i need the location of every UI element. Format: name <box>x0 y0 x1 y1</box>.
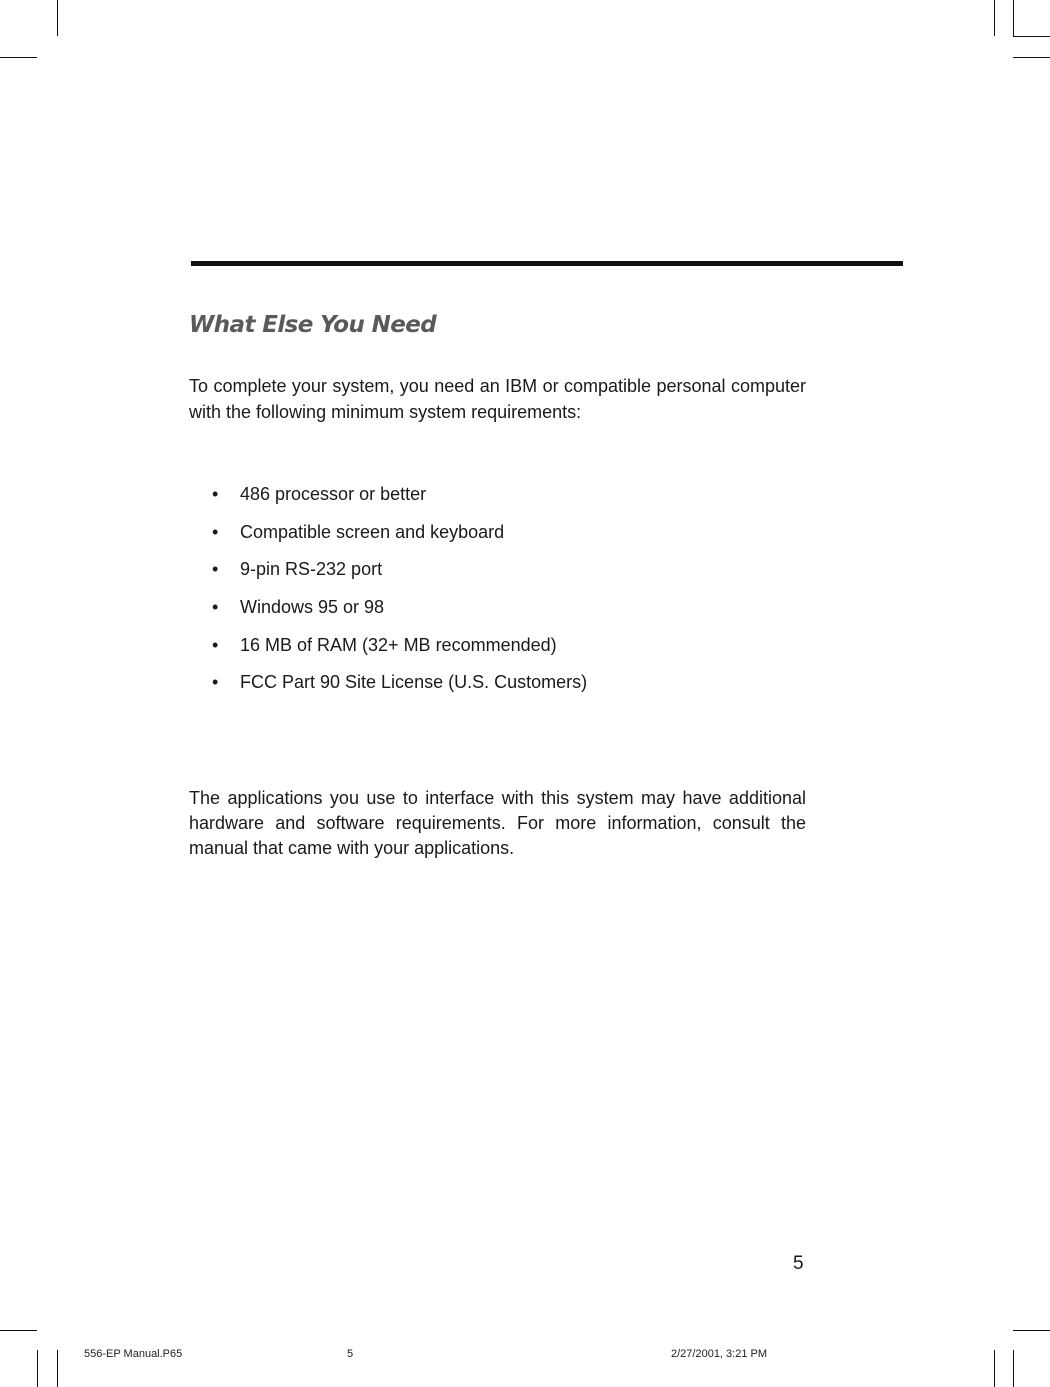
requirement-text: Windows 95 or 98 <box>240 597 385 618</box>
bullet-marker: • <box>212 634 219 655</box>
list-item <box>212 484 587 522</box>
crop-mark-bottom-left-vertical-outer <box>37 1350 38 1387</box>
slug-page: 5 <box>347 1348 354 1360</box>
intro-paragraph: To complete your system, you need an IBM or compatible personal computer with the following minimum system requirements: <box>189 376 806 422</box>
requirement-text: 9-pin RS-232 port <box>240 559 383 580</box>
slug-filename: 556-EP Manual.P65 <box>84 1348 183 1360</box>
list-item <box>212 635 587 673</box>
crop-mark-top-right-vertical-outer <box>1013 0 1014 36</box>
outro-paragraph: The applications you use to interface with this system may have additional hardware and software requirements. For more information, consult the manual that came with your applications. <box>189 788 806 858</box>
requirement-text: FCC Part 90 Site License (U.S. Customers) <box>240 672 588 693</box>
bullet-marker: • <box>212 484 219 504</box>
crop-mark-top-right-horizontal-lower <box>1013 57 1050 58</box>
crop-mark-top-right-vertical-inner <box>994 0 995 36</box>
list-item <box>212 559 587 597</box>
crop-mark-bottom-right-vertical-outer <box>1013 1350 1014 1387</box>
requirement-text: 16 MB of RAM (32+ MB recommended) <box>240 634 557 655</box>
bullet-marker: • <box>212 559 219 580</box>
crop-mark-top-left-horizontal <box>0 57 37 58</box>
bullet-marker: • <box>212 672 219 693</box>
requirements-list <box>212 484 587 710</box>
crop-mark-bottom-right-horizontal <box>1013 1330 1050 1331</box>
bullet-marker: • <box>212 521 219 542</box>
section-rule <box>191 261 903 266</box>
crop-mark-bottom-right-vertical-inner <box>994 1350 995 1387</box>
crop-mark-bottom-left-vertical-inner <box>57 1350 58 1387</box>
list-item <box>212 672 587 710</box>
crop-mark-bottom-left-horizontal <box>0 1330 37 1331</box>
crop-mark-top-left-vertical <box>57 0 58 36</box>
crop-mark-top-right-horizontal <box>1013 36 1050 37</box>
requirement-text: Compatible screen and keyboard <box>240 521 505 542</box>
requirement-text: 486 processor or better <box>240 484 427 504</box>
page-number: 5 <box>793 1253 804 1274</box>
list-item <box>212 522 587 560</box>
list-item <box>212 597 587 635</box>
bullet-marker: • <box>212 597 219 618</box>
slug-timestamp: 2/27/2001, 3:21 PM <box>671 1348 768 1360</box>
section-heading: What Else You Need <box>189 312 437 338</box>
